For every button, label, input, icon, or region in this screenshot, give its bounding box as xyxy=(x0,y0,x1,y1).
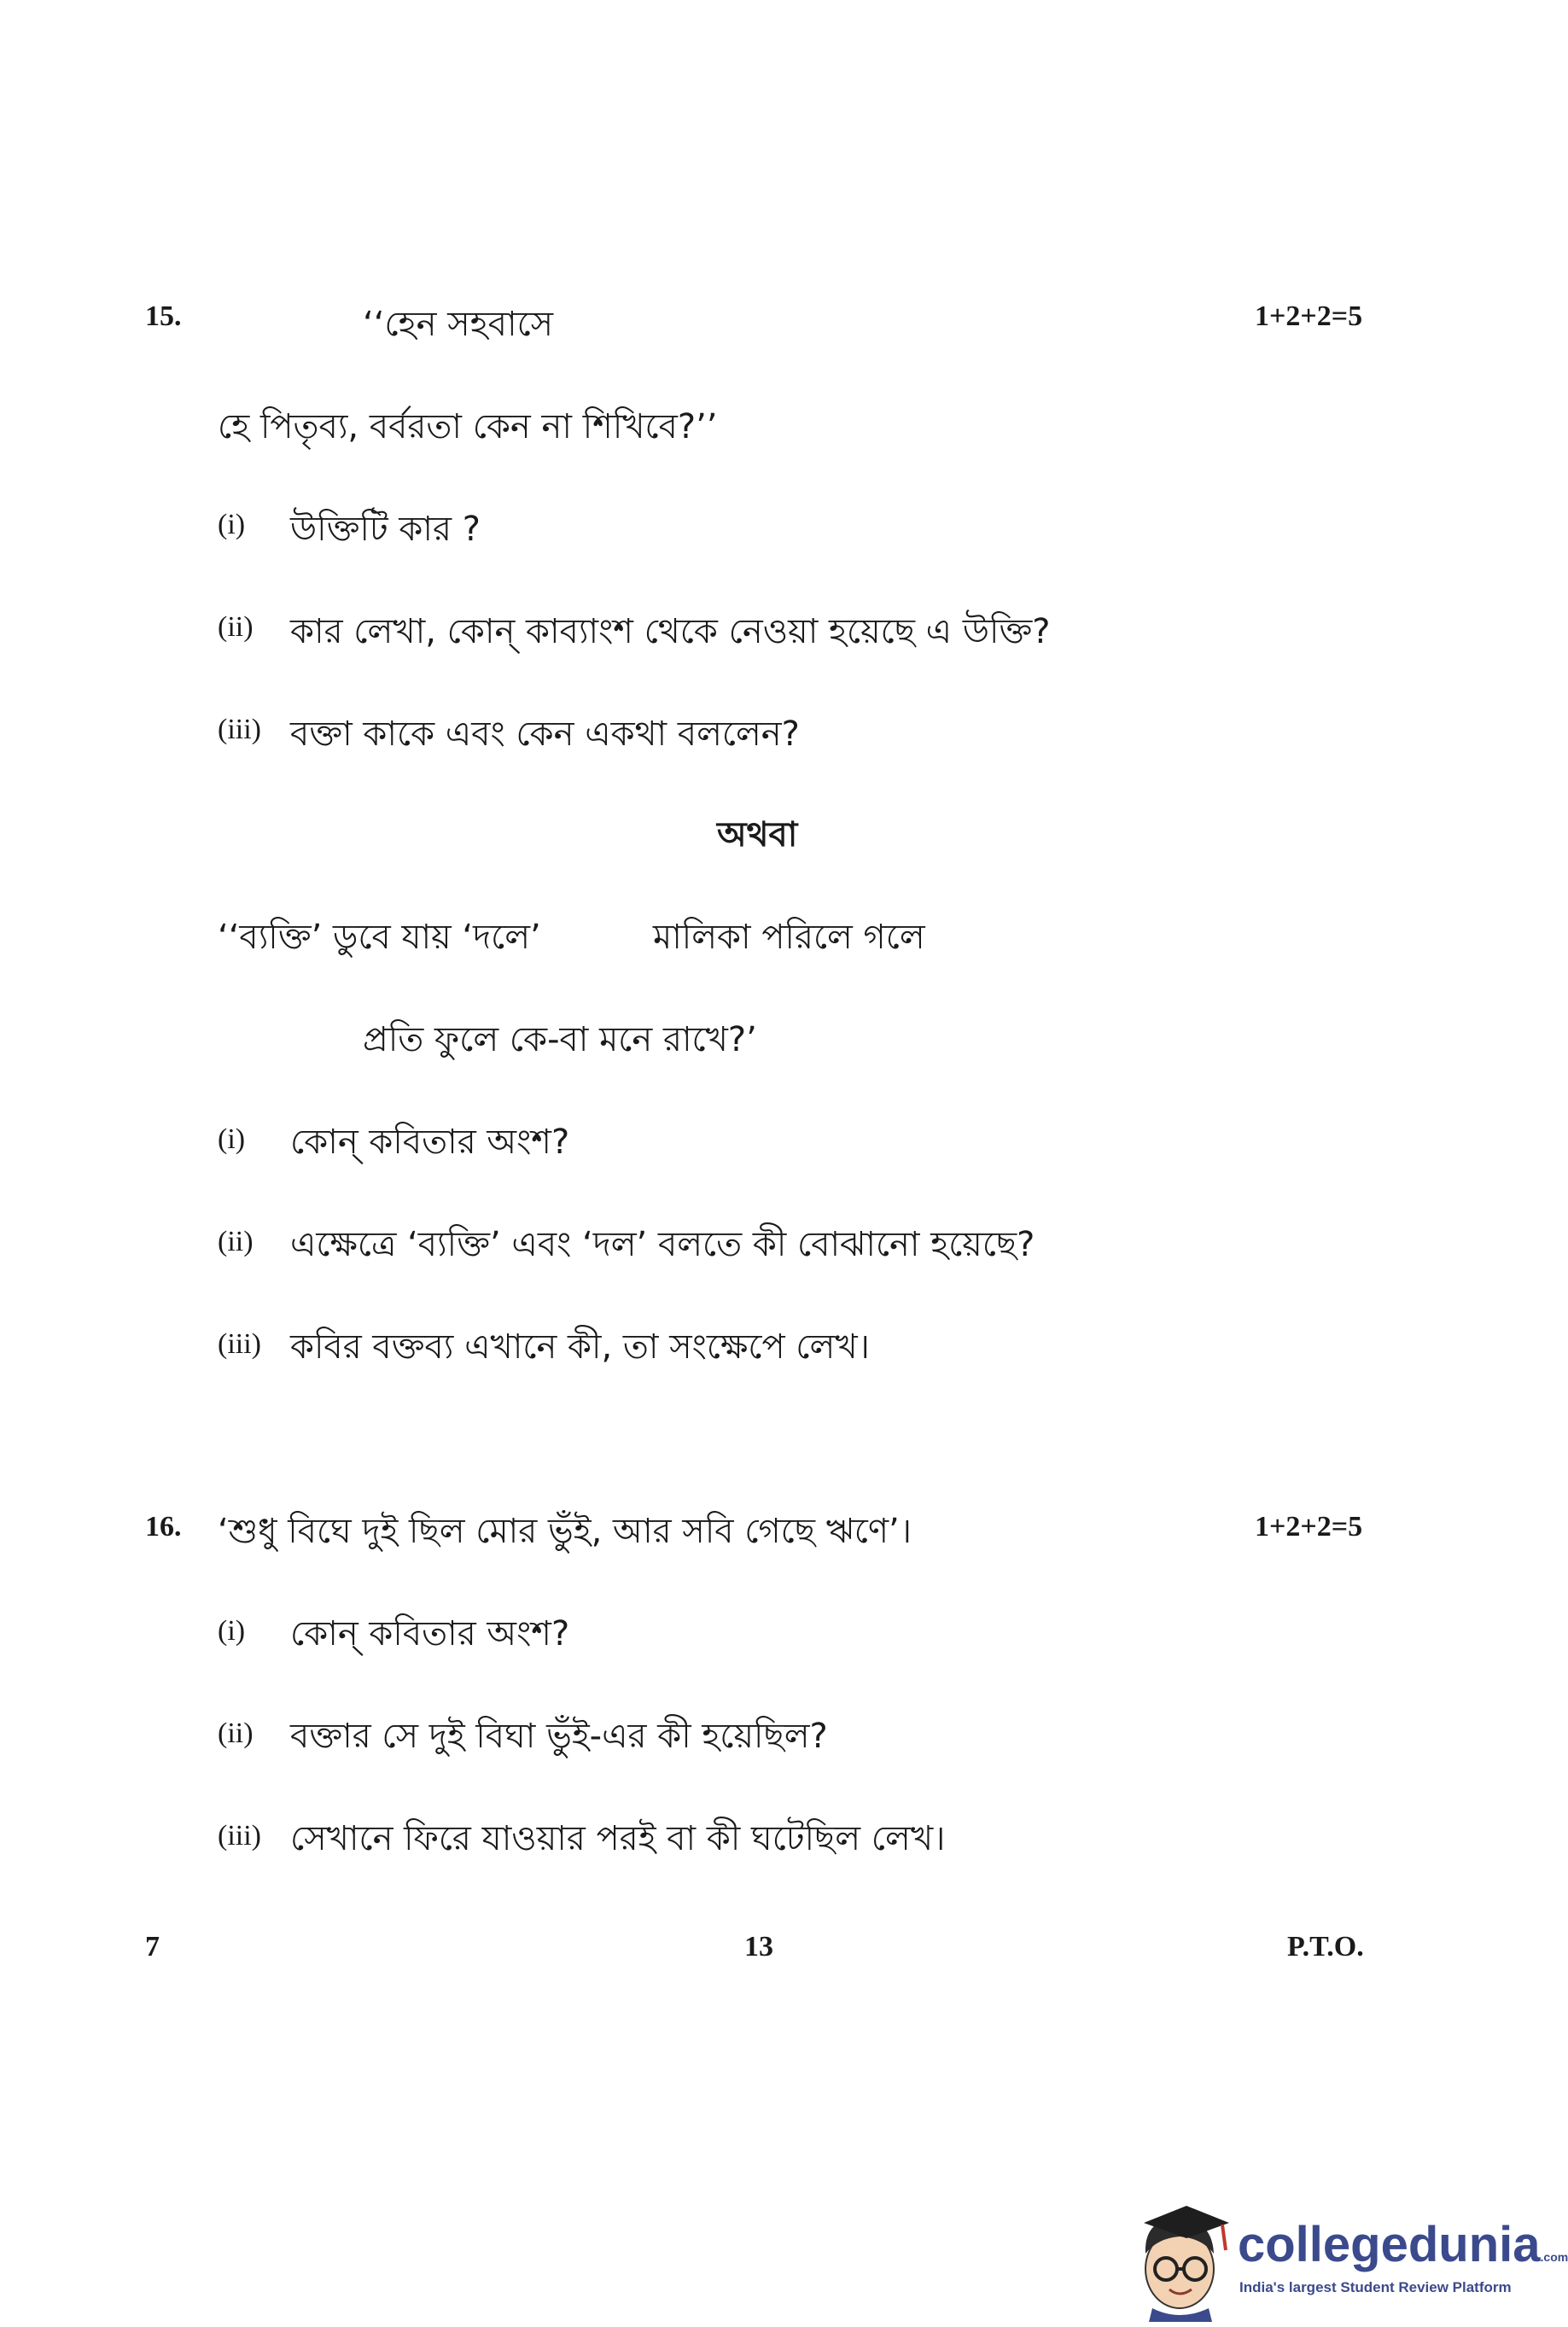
q15-alt-part-text: কবির বক্তব্য এখানে কী, তা সংক্ষেপে লেখ। xyxy=(290,1327,870,1367)
mascot-logo-icon xyxy=(1127,2194,1238,2322)
q16-part-label: (ii) xyxy=(218,1718,254,1749)
q15-part-label: (i) xyxy=(218,509,246,540)
q15-alt-quote-line2: প্রতি ফুলে কে-বা মনে রাখে?’ xyxy=(363,1020,757,1059)
q16-part-text: কোন্ কবিতার অংশ? xyxy=(290,1614,570,1653)
watermark-tagline: India's largest Student Review Platform xyxy=(1239,2279,1512,2295)
q16-marks: 1+2+2=5 xyxy=(1255,1511,1363,1543)
question-number-16: 16. xyxy=(145,1511,182,1543)
q16-part-text: বক্তার সে দুই বিঘা ভুঁই-এর কী হয়েছিল? xyxy=(290,1717,828,1756)
q15-alt-quote-line1a: ‘‘ব্যক্তি’ ডুবে যায় ‘দলে’ xyxy=(218,918,541,957)
q15-part-label: (ii) xyxy=(218,611,254,643)
footer-code: 7 xyxy=(145,1931,160,1962)
page-number: 13 xyxy=(744,1931,773,1962)
q15-alt-part-label: (ii) xyxy=(218,1226,254,1257)
collegedunia-watermark xyxy=(1127,2194,1568,2322)
q15-alt-part-text: এক্ষেত্রে ‘ব্যক্তি’ এবং ‘দল’ বলতে কী বোঝানো হয়েছে? xyxy=(290,1225,1035,1264)
q15-alt-part-text: কোন্ কবিতার অংশ? xyxy=(290,1123,570,1162)
q15-part-text: উক্তিটি কার ? xyxy=(290,510,481,549)
q15-alt-quote-line1b: মালিকা পরিলে গলে xyxy=(653,918,925,957)
watermark-brand: collegedunia.com xyxy=(1238,2217,1568,2272)
pto-label: P.T.O. xyxy=(1287,1931,1364,1962)
q15-part-label: (iii) xyxy=(218,714,261,745)
q15-alt-part-label: (i) xyxy=(218,1123,246,1155)
q15-marks: 1+2+2=5 xyxy=(1255,300,1363,332)
q16-quote: ‘শুধু বিঘে দুই ছিল মোর ভুঁই, আর সবি গেছে ঋণে’। xyxy=(218,1512,912,1551)
q15-part-text: কার লেখা, কোন্ কাব্যাংশ থেকে নেওয়া হয়েছে এ উক্তি? xyxy=(290,612,1051,651)
q16-part-label: (iii) xyxy=(218,1820,261,1852)
q16-part-text: সেখানে ফিরে যাওয়ার পরই বা কী ঘটেছিল লেখ। xyxy=(290,1819,946,1858)
or-separator: অথবা xyxy=(717,815,798,854)
question-number-15: 15. xyxy=(145,300,182,332)
q15-quote-line1: ‘‘হেন সহবাসে xyxy=(363,305,554,344)
q16-part-label: (i) xyxy=(218,1615,246,1647)
q15-alt-part-label: (iii) xyxy=(218,1328,261,1360)
q15-part-text: বক্তা কাকে এবং কেন একথা বললেন? xyxy=(290,714,800,754)
watermark-tld: .com xyxy=(1540,2250,1568,2264)
q15-quote-line2: হে পিতৃব্য, বর্বরতা কেন না শিখিবে?’’ xyxy=(218,407,718,446)
